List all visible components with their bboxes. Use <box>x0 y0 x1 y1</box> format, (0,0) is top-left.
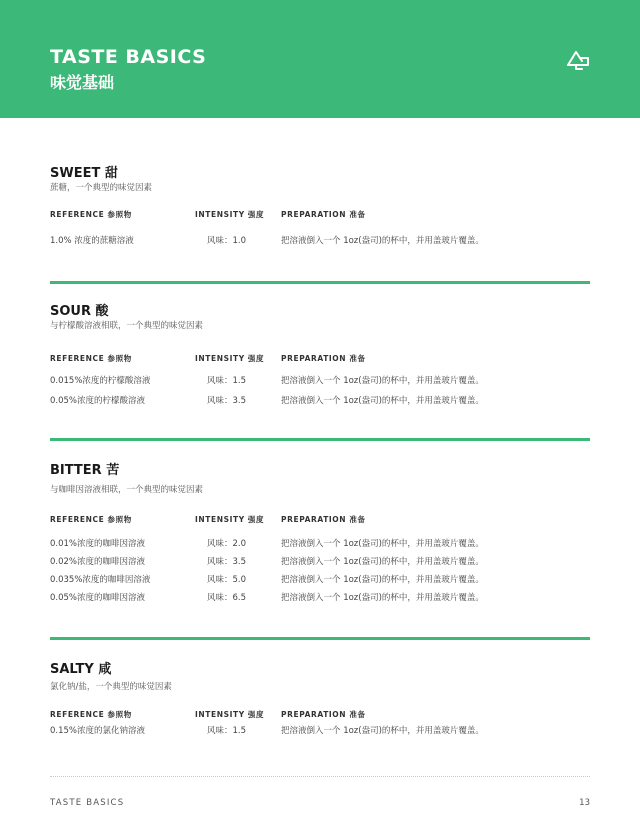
section-salty <box>50 658 590 758</box>
reference-cell: 0.05%浓度的咖啡因溶液 <box>50 593 146 603</box>
intensity-cell: 风味：6.5 <box>207 593 247 603</box>
intensity-cell: 风味：3.5 <box>207 557 247 567</box>
preparation-cell: 把溶液倒入一个 1oz(盎司)的杯中，并用盖玻片覆盖。 <box>281 726 484 736</box>
reference-cell: 1.0% 浓度的蔗糖溶液 <box>50 236 134 246</box>
footer-title: TASTE BASICS <box>50 798 125 808</box>
page-subtitle: 味觉基础 <box>50 73 115 92</box>
column-header-preparation: PREPARATION 准备 <box>281 354 366 363</box>
table-row <box>50 374 590 394</box>
column-header-reference: REFERENCE 参照物 <box>50 515 132 524</box>
section-description: 与柠檬酸溶液相联，一个典型的味觉因素 <box>50 321 204 331</box>
page-number: 13 <box>579 798 590 808</box>
section-title: SOUR 酸 <box>50 304 109 319</box>
reference-table <box>50 724 590 742</box>
intensity-cell: 风味：3.5 <box>207 396 247 406</box>
intensity-cell: 风味：1.5 <box>207 726 247 736</box>
table-row <box>50 555 590 573</box>
column-header-intensity: INTENSITY 强度 <box>195 210 265 219</box>
table-row <box>50 234 590 252</box>
footer-divider <box>50 776 590 777</box>
reference-cell: 0.15%浓度的氯化钠溶液 <box>50 726 146 736</box>
page-header <box>0 0 640 118</box>
section-description: 蔗糖，一个典型的味觉因素 <box>50 183 153 193</box>
column-header-intensity: INTENSITY 强度 <box>195 710 265 719</box>
reference-table <box>50 374 590 414</box>
intensity-cell: 风味：1.5 <box>207 376 247 386</box>
reference-table <box>50 537 590 609</box>
table-row <box>50 394 590 414</box>
column-header-preparation: PREPARATION 准备 <box>281 710 366 719</box>
intensity-cell: 风味：5.0 <box>207 575 247 585</box>
preparation-cell: 把溶液倒入一个 1oz(盎司)的杯中，并用盖玻片覆盖。 <box>281 593 484 603</box>
table-row <box>50 537 590 555</box>
column-header-preparation: PREPARATION 准备 <box>281 210 366 219</box>
reference-table <box>50 234 590 252</box>
section-sour <box>50 300 590 430</box>
reference-cell: 0.015%浓度的柠檬酸溶液 <box>50 376 151 386</box>
column-header-preparation: PREPARATION 准备 <box>281 515 366 524</box>
section-sweet <box>50 162 590 272</box>
reference-cell: 0.01%浓度的咖啡因溶液 <box>50 539 146 549</box>
section-description: 氯化钠/盐，一个典型的味觉因素 <box>50 682 172 692</box>
table-row <box>50 724 590 742</box>
column-header-intensity: INTENSITY 强度 <box>195 515 265 524</box>
column-header-reference: REFERENCE 参照物 <box>50 210 132 219</box>
preparation-cell: 把溶液倒入一个 1oz(盎司)的杯中，并用盖玻片覆盖。 <box>281 539 484 549</box>
section-divider <box>50 637 590 640</box>
section-title: SWEET 甜 <box>50 166 118 181</box>
intensity-cell: 风味：1.0 <box>207 236 247 246</box>
column-header-intensity: INTENSITY 强度 <box>195 354 265 363</box>
preparation-cell: 把溶液倒入一个 1oz(盎司)的杯中，并用盖玻片覆盖。 <box>281 236 484 246</box>
triangle-square-outline-icon <box>566 48 590 72</box>
preparation-cell: 把溶液倒入一个 1oz(盎司)的杯中，并用盖玻片覆盖。 <box>281 396 484 406</box>
preparation-cell: 把溶液倒入一个 1oz(盎司)的杯中，并用盖玻片覆盖。 <box>281 376 484 386</box>
page-title: TASTE BASICS <box>50 46 207 68</box>
reference-cell: 0.02%浓度的咖啡因溶液 <box>50 557 146 567</box>
section-divider <box>50 438 590 441</box>
column-header-reference: REFERENCE 参照物 <box>50 354 132 363</box>
table-row <box>50 591 590 609</box>
table-row <box>50 573 590 591</box>
section-bitter <box>50 459 590 619</box>
reference-cell: 0.035%浓度的咖啡因溶液 <box>50 575 151 585</box>
preparation-cell: 把溶液倒入一个 1oz(盎司)的杯中，并用盖玻片覆盖。 <box>281 575 484 585</box>
section-title: SALTY 咸 <box>50 662 112 677</box>
section-description: 与咖啡因溶液相联，一个典型的味觉因素 <box>50 485 204 495</box>
preparation-cell: 把溶液倒入一个 1oz(盎司)的杯中，并用盖玻片覆盖。 <box>281 557 484 567</box>
column-header-reference: REFERENCE 参照物 <box>50 710 132 719</box>
intensity-cell: 风味：2.0 <box>207 539 247 549</box>
section-divider <box>50 281 590 284</box>
reference-cell: 0.05%浓度的柠檬酸溶液 <box>50 396 146 406</box>
section-title: BITTER 苦 <box>50 463 120 478</box>
